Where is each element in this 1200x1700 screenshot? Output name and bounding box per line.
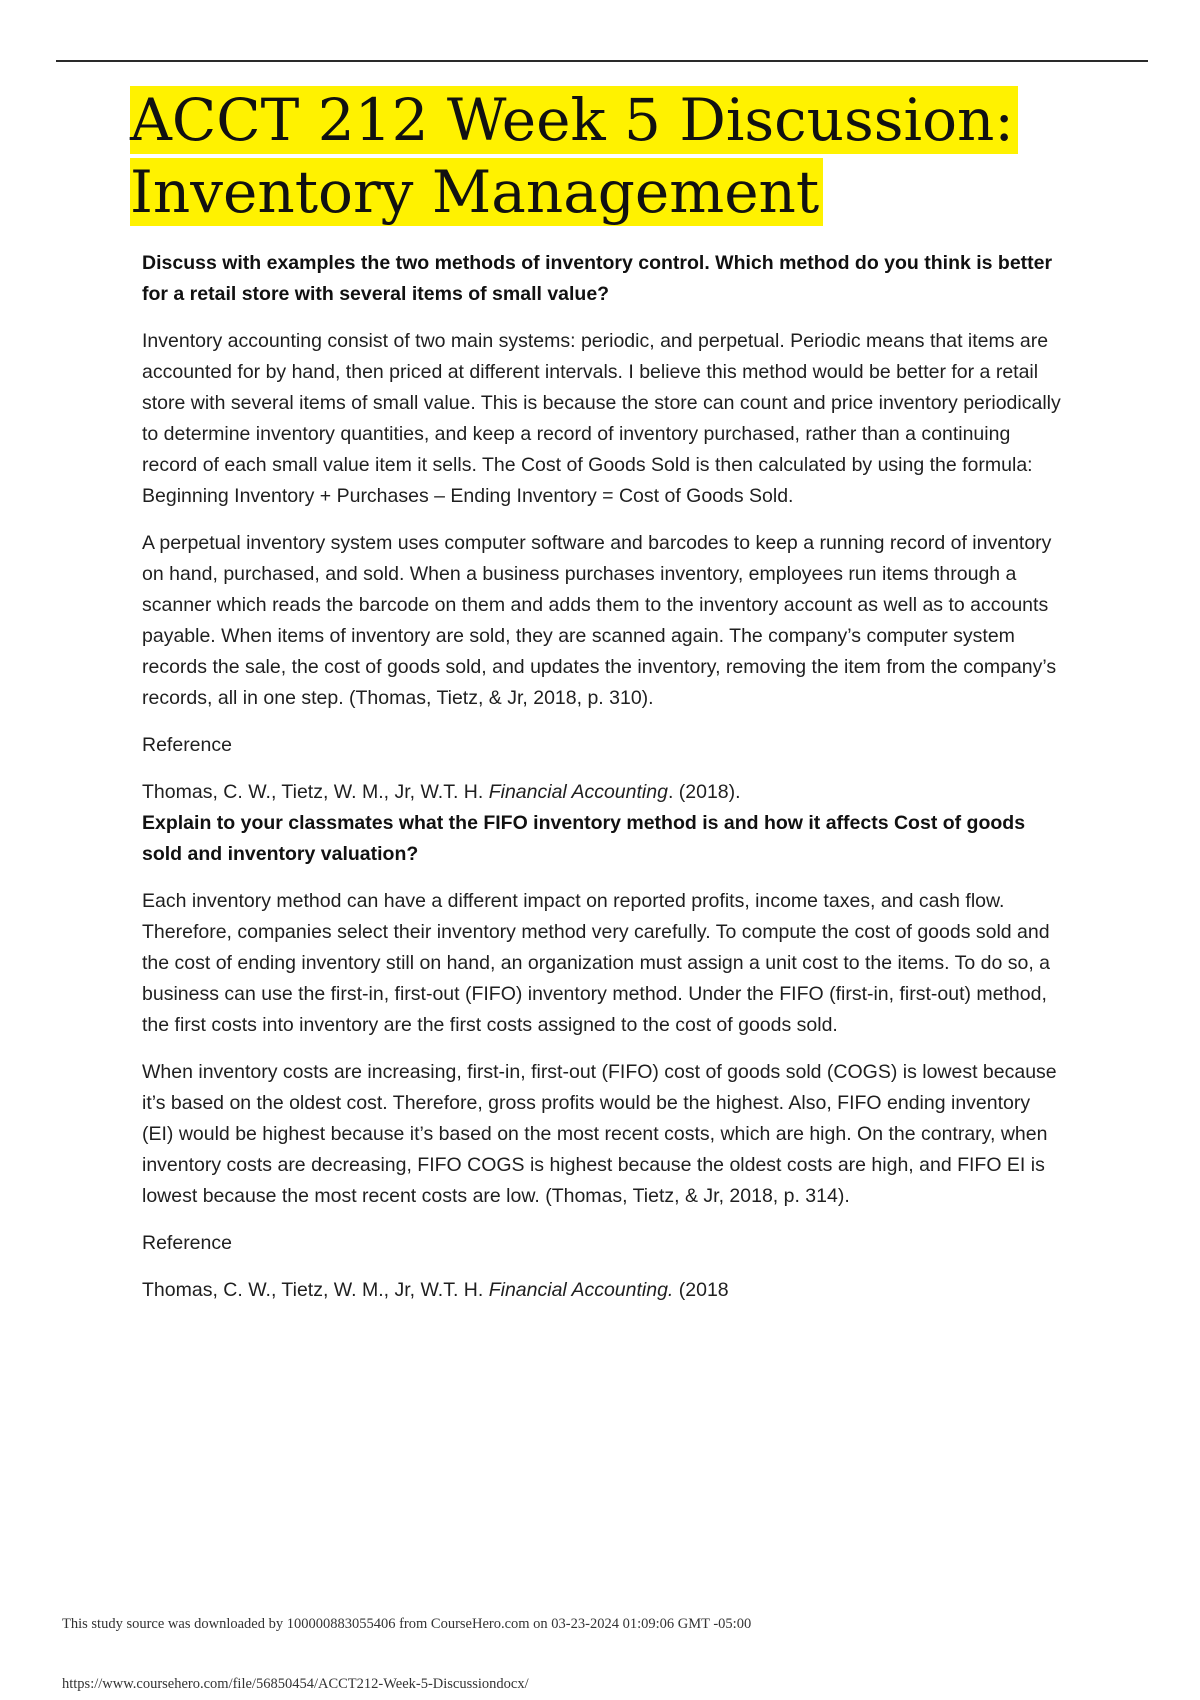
paragraph-perpetual: A perpetual inventory system uses computer software and barcodes to keep a running record of inventory on hand, purchased, and sold. When a business purchases inventory, employees run items through a scanner which reads the barcode on them and adds them to the inventory account as well as to accounts payable. When items of inventory are sold, they are scanned again. The company’s computer system records the sale, the cost of goods sold, and updates the inventory, removing the item from the company’s records, all in one step. (Thomas, Tietz, & Jr, 2018, p. 310). <box>142 532 1057 709</box>
citation-1-year: . (2018). <box>667 781 741 803</box>
citation-2 <box>142 1275 1062 1306</box>
paragraph-fifo-impact: Each inventory method can have a different impact on reported profits, income taxes, and cash flow. Therefore, companies select their inventory method very carefully. To compute the cost of goods sold and the cost of ending inventory still on hand, an organization must assign a unit cost to the items. To do so, a business can use the first-in, first-out (FIFO) inventory method. Under the FIFO (first-in, first-out) method, the first costs into inventory are the first costs assigned to the cost of goods sold. <box>142 890 1051 1036</box>
citation-2-year: (2018 <box>673 1279 729 1301</box>
reference-label-2: Reference <box>142 1232 232 1254</box>
question-1: Discuss with examples the two methods of inventory control. Which method do you think is better for a retail store with several items of small value? <box>142 252 1053 305</box>
download-source-note: This study source was downloaded by 100000883055406 from CourseHero.com on 03-23-2024 01:09:06 GMT -05:00 <box>62 1616 752 1632</box>
source-url[interactable]: https://www.coursehero.com/file/56850454/ACCT212-Week-5-Discussiondocx/ <box>62 1676 529 1692</box>
reference-label-1: Reference <box>142 734 232 756</box>
citation-2-authors: Thomas, C. W., Tietz, W. M., Jr, W.T. H. <box>142 1279 489 1301</box>
citation-1 <box>142 777 1062 808</box>
citation-1-authors: Thomas, C. W., Tietz, W. M., Jr, W.T. H. <box>142 781 489 803</box>
page-title-text: ACCT 212 Week 5 Discussion: Inventory Management <box>130 86 1018 226</box>
paragraph-periodic: Inventory accounting consist of two main systems: periodic, and perpetual. Periodic means that items are accounted for by hand, then priced at different intervals. I believe this method would be better for a retail store with several items of small value. This is because the store can count and price inventory periodically to determine inventory quantities, and keep a record of inventory purchased, rather than a continuing record of each small value item it sells. The Cost of Goods Sold is then calculated by using the formula: Beginning Inventory + Purchases – Ending Inventory = Cost of Goods Sold. <box>142 330 1061 507</box>
citation-1-title: Financial Accounting <box>488 781 668 803</box>
header-rule <box>56 60 1148 62</box>
paragraph-fifo-costs: When inventory costs are increasing, first-in, first-out (FIFO) cost of goods sold (COGS) is lowest because it’s based on the oldest cost. Therefore, gross profits would be the highest. Also, FIFO ending inventory (EI) would be highest because it’s based on the most recent costs, which are high. On the contrary, when inventory costs are decreasing, FIFO COGS is highest because the oldest costs are high, and FIFO EI is lowest because the most recent costs are low. (Thomas, Tietz, & Jr, 2018, p. 314). <box>142 1061 1057 1207</box>
question-2: Explain to your classmates what the FIFO inventory method is and how it affects Cost of goods sold and inventory valuation? <box>142 812 1026 865</box>
citation-2-title: Financial Accounting. <box>488 1279 674 1301</box>
page-title <box>130 84 1090 228</box>
document-body <box>142 248 1062 1306</box>
